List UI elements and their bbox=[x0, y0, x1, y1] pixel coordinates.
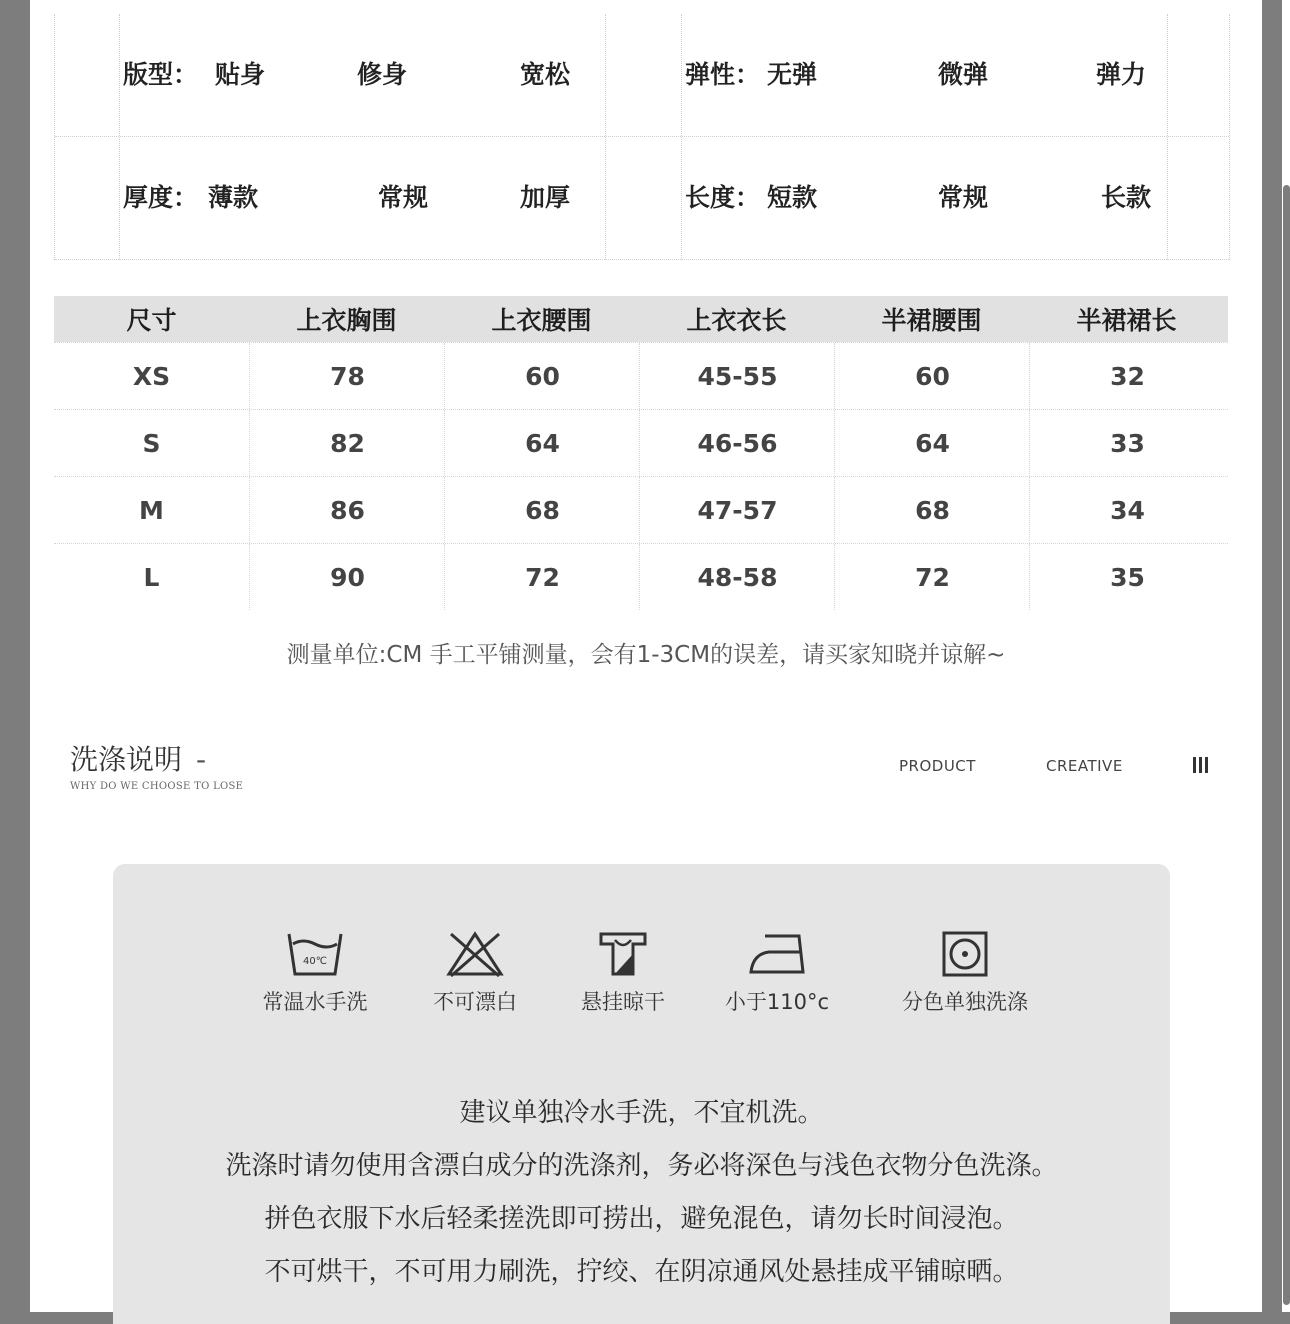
no-bleach-icon bbox=[445, 930, 505, 978]
elasticity-option: 无弹 bbox=[767, 60, 818, 89]
length-option: 长款 bbox=[1101, 183, 1152, 212]
size-cell: M bbox=[139, 495, 164, 525]
fit-option: 修身 bbox=[357, 60, 408, 89]
product-detail-page bbox=[30, 0, 1262, 1312]
size-cell: 35 bbox=[1029, 544, 1225, 610]
hand-wash-40-icon bbox=[285, 930, 345, 978]
thickness-option: 常规 bbox=[378, 183, 429, 212]
size-cell: 82 bbox=[249, 410, 445, 476]
care-item-hand-wash bbox=[225, 930, 405, 1016]
wash-section-subtitle: WHY DO WE CHOOSE TO LOSE bbox=[70, 781, 244, 792]
size-table-header bbox=[54, 296, 1228, 342]
care-item-wash-separately bbox=[875, 930, 1055, 1016]
scrollbar[interactable] bbox=[1282, 0, 1290, 1312]
size-table-row bbox=[54, 543, 1228, 610]
size-cell: 68 bbox=[834, 477, 1030, 543]
hang-dry-icon bbox=[593, 930, 653, 978]
size-table-row bbox=[54, 409, 1228, 476]
fit-option: 贴身 bbox=[215, 60, 266, 89]
measurement-note: 测量单位:CM 手工平铺测量，会有1-3CM的误差，请买家知晓并谅解~ bbox=[286, 642, 1006, 668]
care-instruction: 洗涤时请勿使用含漂白成分的洗涤剂，务必将深色与浅色衣物分色洗涤。 bbox=[225, 1151, 1058, 1181]
length-option: 短款 bbox=[767, 183, 818, 212]
size-table-row bbox=[54, 476, 1228, 543]
size-table-header-cell: 尺寸 bbox=[126, 306, 177, 335]
size-cell: 86 bbox=[249, 477, 445, 543]
care-item-hang-dry bbox=[533, 930, 713, 1016]
size-cell: 60 bbox=[834, 343, 1030, 409]
care-panel bbox=[113, 864, 1170, 1324]
creative-link[interactable]: CREATIVE bbox=[1046, 757, 1123, 775]
size-table bbox=[54, 296, 1228, 612]
size-cell: 72 bbox=[444, 544, 640, 610]
care-label: 不可漂白 bbox=[433, 990, 517, 1014]
iron-low-icon bbox=[745, 930, 809, 978]
size-cell: 64 bbox=[834, 410, 1030, 476]
fit-option: 宽松 bbox=[520, 60, 571, 89]
size-cell: 33 bbox=[1029, 410, 1225, 476]
size-cell: 72 bbox=[834, 544, 1030, 610]
size-table-header-cell: 半裙腰围 bbox=[881, 306, 982, 335]
wash-section-title bbox=[70, 738, 206, 778]
care-label: 分色单独洗涤 bbox=[902, 990, 1028, 1014]
thickness-label: 厚度： bbox=[123, 183, 199, 212]
scrollbar-thumb[interactable] bbox=[1283, 185, 1290, 1305]
size-cell: 48-58 bbox=[639, 544, 835, 610]
size-table-header-cell: 上衣胸围 bbox=[296, 306, 397, 335]
size-table-header-cell: 半裙裙长 bbox=[1076, 306, 1177, 335]
size-cell: 46-56 bbox=[639, 410, 835, 476]
wash-separately-icon bbox=[939, 930, 991, 978]
care-instruction: 拼色衣服下水后轻柔搓洗即可捞出，避免混色，请勿长时间浸泡。 bbox=[264, 1204, 1019, 1234]
care-label: 常温水手洗 bbox=[262, 990, 368, 1014]
elasticity-option: 弹力 bbox=[1096, 60, 1147, 89]
size-table-row bbox=[54, 342, 1228, 409]
size-cell: 32 bbox=[1029, 343, 1225, 409]
size-cell: XS bbox=[132, 361, 171, 391]
size-table-header-cell: 上衣衣长 bbox=[686, 306, 787, 335]
size-cell: L bbox=[143, 562, 160, 592]
size-cell: 68 bbox=[444, 477, 640, 543]
size-cell: 90 bbox=[249, 544, 445, 610]
size-cell: S bbox=[142, 428, 161, 458]
size-cell: 34 bbox=[1029, 477, 1225, 543]
care-label: 小于110°c bbox=[724, 990, 830, 1014]
care-instruction: 不可烘干，不可用力刷洗，拧绞、在阴凉通风处悬挂成平铺晾晒。 bbox=[264, 1257, 1019, 1287]
wash-title-text: 洗涤说明 bbox=[70, 743, 183, 776]
care-label: 悬挂晾干 bbox=[581, 990, 665, 1014]
attribute-grid bbox=[54, 14, 1230, 260]
length-label: 长度： bbox=[685, 183, 761, 212]
care-instruction: 建议单独冷水手洗，不宜机洗。 bbox=[459, 1098, 824, 1128]
elasticity-label: 弹性： bbox=[685, 60, 761, 89]
length-option: 常规 bbox=[938, 183, 989, 212]
attribute-row-fit-elasticity bbox=[55, 14, 1229, 137]
bars-icon[interactable] bbox=[1193, 757, 1209, 773]
wash-temp-label: 40℃ bbox=[303, 956, 327, 967]
thickness-option: 薄款 bbox=[208, 183, 259, 212]
size-cell: 60 bbox=[444, 343, 640, 409]
attribute-row-thickness-length bbox=[55, 137, 1229, 260]
product-link[interactable]: PRODUCT bbox=[899, 757, 976, 775]
care-item-iron bbox=[687, 930, 867, 1016]
size-cell: 45-55 bbox=[639, 343, 835, 409]
size-cell: 78 bbox=[249, 343, 445, 409]
elasticity-option: 微弹 bbox=[938, 60, 989, 89]
size-table-header-cell: 上衣腰围 bbox=[491, 306, 592, 335]
wash-title-dash: - bbox=[196, 743, 207, 776]
size-cell: 47-57 bbox=[639, 477, 835, 543]
thickness-option: 加厚 bbox=[520, 183, 571, 212]
fit-label: 版型： bbox=[123, 60, 199, 89]
size-cell: 64 bbox=[444, 410, 640, 476]
